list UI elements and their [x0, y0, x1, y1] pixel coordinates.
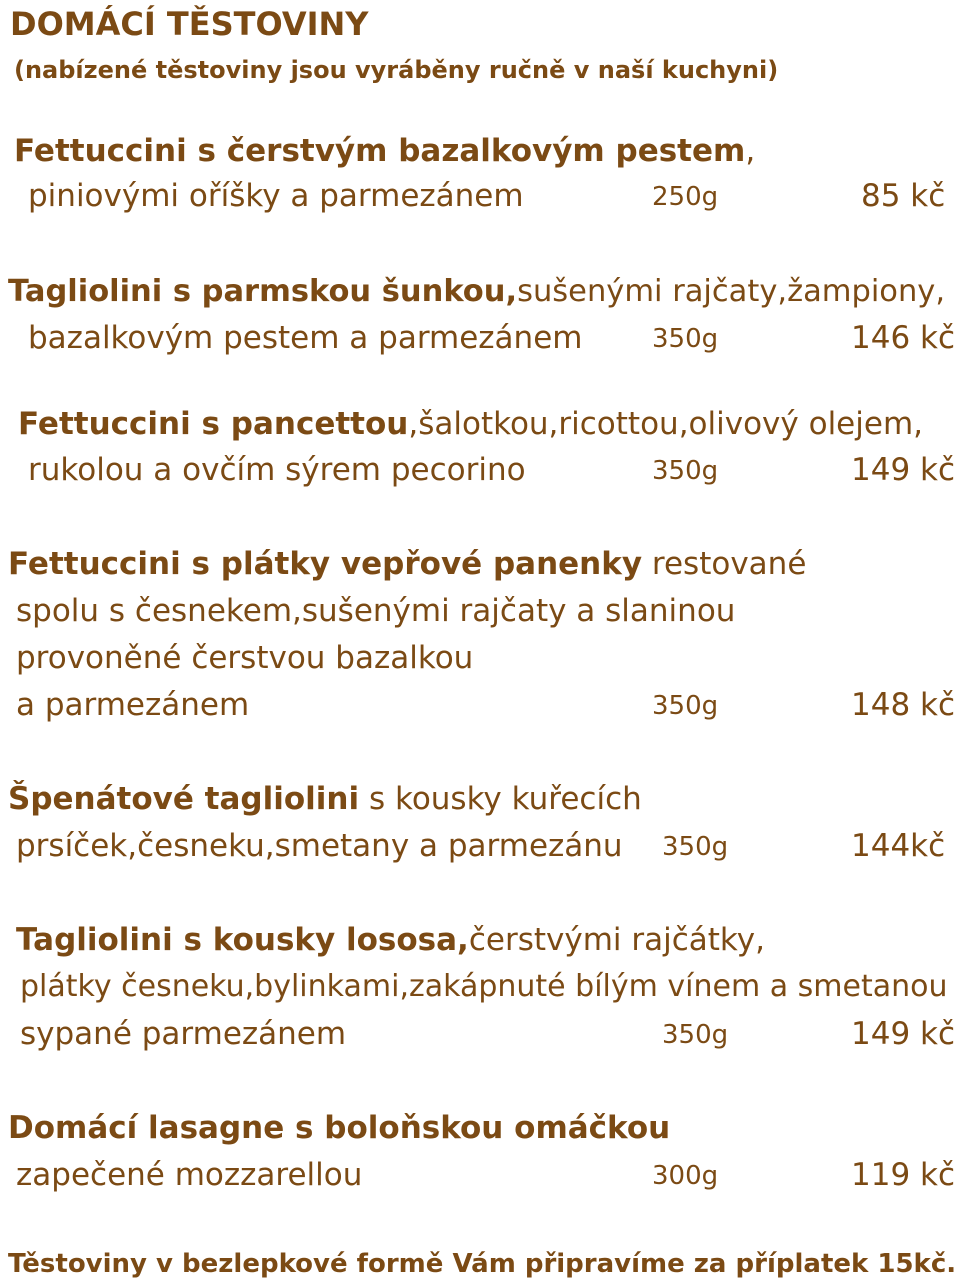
dish-3-name-rest: ,šalotkou,ricottou,olivový olejem,: [408, 406, 923, 442]
dish-3-price: 149 kč: [851, 452, 956, 488]
dish-2-weight: 350g: [652, 324, 719, 354]
dish-6-description-2: sypané parmezánem: [20, 1016, 347, 1052]
dish-6-name: Tagliolini s kousky lososa,: [16, 922, 469, 958]
dish-6-weight: 350g: [662, 1020, 729, 1050]
dish-5-first-line: [8, 781, 642, 817]
dish-4-description-2: provoněné čerstvou bazalkou: [16, 640, 474, 676]
dish-5-name-rest: s kousky kuřecích: [359, 781, 642, 817]
dish-7-weight: 300g: [652, 1161, 719, 1191]
dish-6-first-line: [16, 922, 765, 958]
dish-7-first-line: [8, 1110, 671, 1146]
dish-7-name: Domácí lasagne s boloňskou omáčkou: [8, 1110, 671, 1146]
dish-6-name-rest: čerstvými rajčátky,: [468, 922, 765, 958]
dish-2-first-line: [8, 274, 946, 309]
dish-7-description: zapečené mozzarellou: [16, 1157, 363, 1193]
dish-2-price: 146 kč: [851, 320, 956, 356]
dish-5-description: prsíček,česneku,smetany a parmezánu: [16, 828, 623, 864]
dish-4-description-1: spolu s česnekem,sušenými rajčaty a slaninou: [16, 593, 736, 629]
dish-4-first-line: [8, 546, 807, 582]
dish-3-weight: 350g: [652, 456, 719, 486]
menu-title: DOMÁCÍ TĚSTOVINY: [10, 5, 369, 43]
dish-1-description: piniovými oříšky a parmezánem: [28, 178, 524, 214]
dish-2-name: Tagliolini s parmskou šunkou,: [8, 274, 518, 309]
dish-1-price: 85 kč: [861, 178, 946, 214]
dish-7-price: 119 kč: [851, 1157, 956, 1193]
dish-1-name-rest: ,: [745, 133, 756, 169]
menu-subtitle: (nabízené těstoviny jsou vyráběny ručně v naší kuchyni): [14, 56, 779, 84]
dish-5-name: Špenátové tagliolini: [8, 781, 360, 817]
dish-1-weight: 250g: [652, 182, 719, 212]
gluten-free-note: Těstoviny v bezlepkové formě Vám připravíme za příplatek 15kč.: [8, 1249, 957, 1279]
dish-3-name: Fettuccini s pancettou: [18, 406, 409, 442]
dish-4-name-rest: restované: [642, 546, 807, 582]
dish-2-description: bazalkovým pestem a parmezánem: [28, 320, 583, 356]
dish-4-price: 148 kč: [851, 687, 956, 723]
dish-4-name: Fettuccini s plátky vepřové panenky: [8, 546, 643, 582]
dish-4-weight: 350g: [652, 691, 719, 721]
dish-2-name-rest: sušenými rajčaty,žampiony,: [517, 274, 946, 309]
dish-1-first-line: [14, 133, 756, 169]
dish-3-first-line: [18, 406, 923, 442]
dish-3-description: rukolou a ovčím sýrem pecorino: [28, 452, 526, 488]
dish-1-name: Fettuccini s čerstvým bazalkovým pestem: [14, 133, 746, 169]
dish-5-weight: 350g: [662, 832, 729, 862]
dish-4-description-3: a parmezánem: [16, 687, 250, 723]
dish-6-price: 149 kč: [851, 1016, 956, 1052]
dish-6-description-1: plátky česneku,bylinkami,zakápnuté bílým vínem a smetanou: [20, 969, 948, 1004]
dish-5-price: 144kč: [851, 828, 946, 864]
